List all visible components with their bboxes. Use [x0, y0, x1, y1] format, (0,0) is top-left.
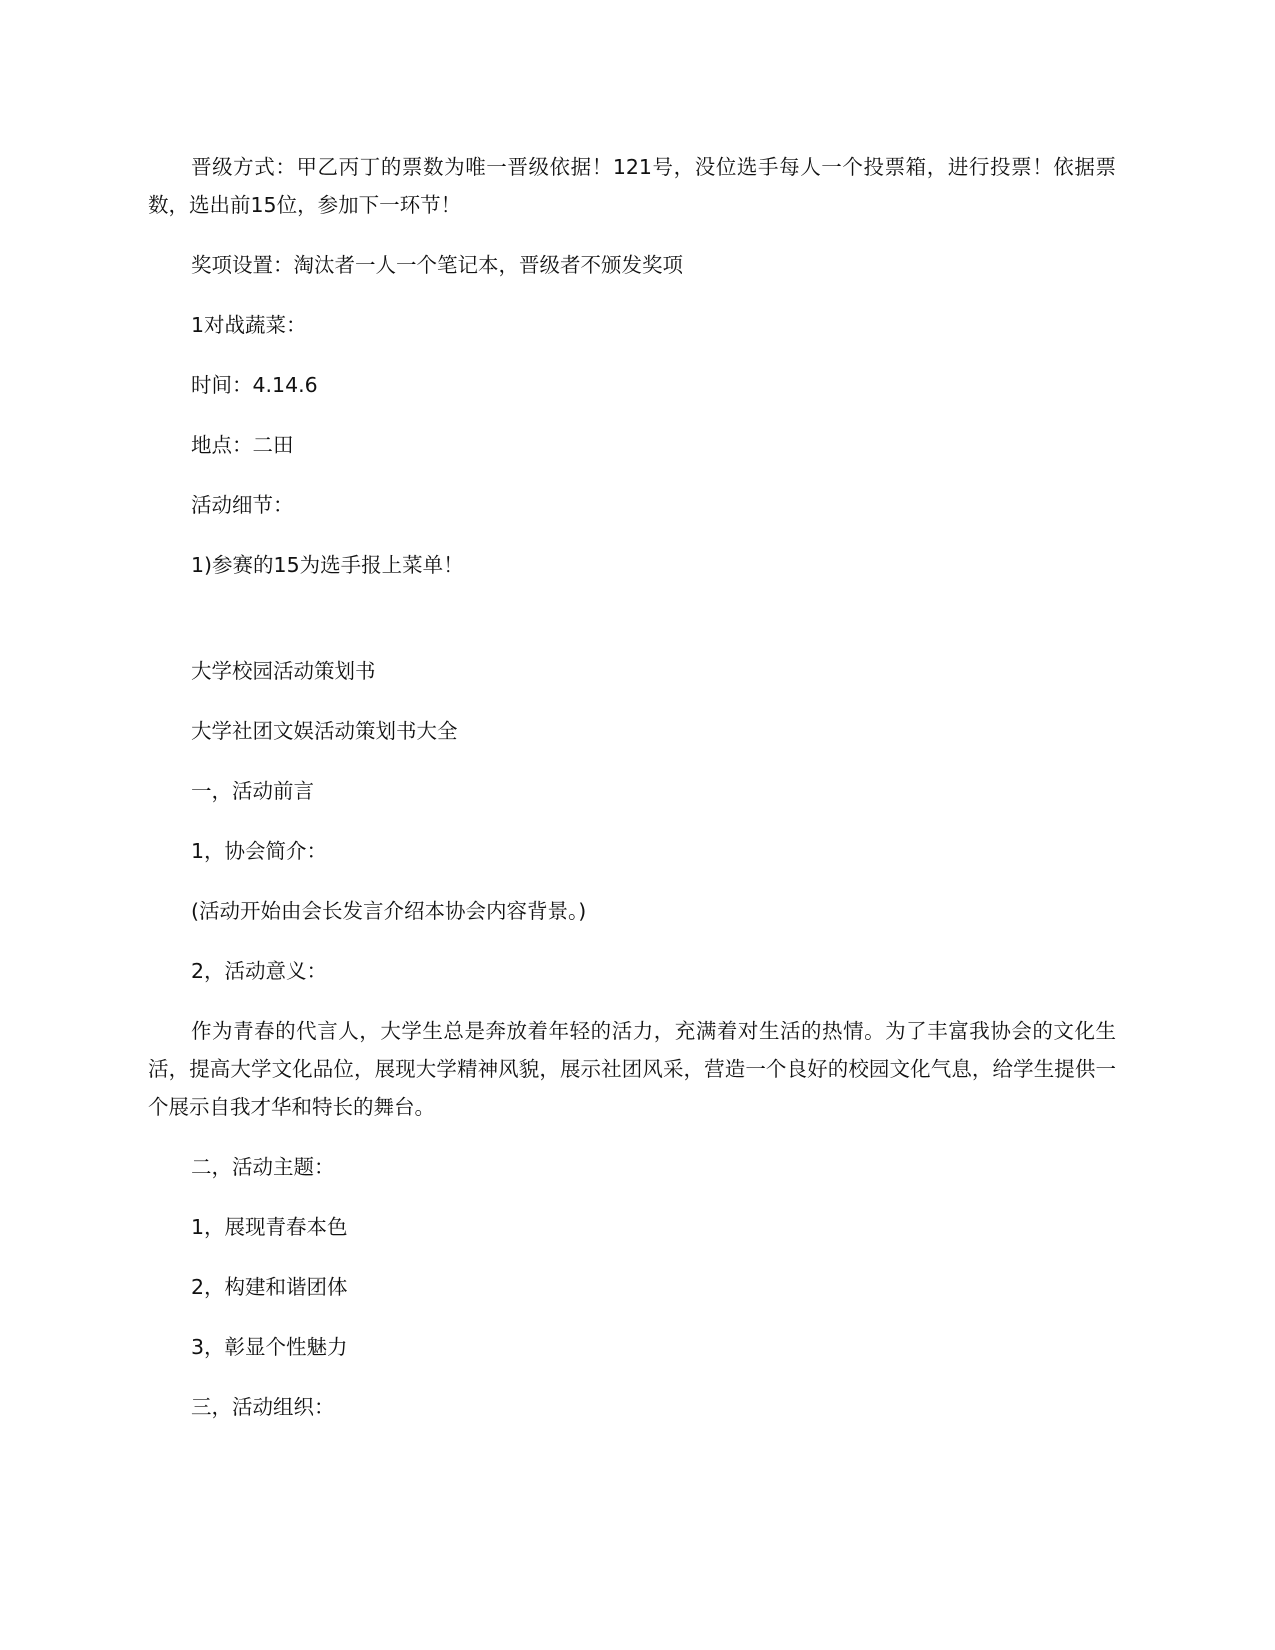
heading-theme: 二，活动主题：: [191, 1155, 335, 1179]
details-label: 活动细节：: [191, 493, 294, 517]
document-body: [148, 148, 1116, 1448]
event-location: 地点：二田: [191, 433, 294, 457]
heading-organization: 三，活动组织：: [191, 1395, 335, 1419]
awards-paragraph: 奖项设置：淘汰者一人一个笔记本，晋级者不颁发奖项: [191, 253, 683, 277]
theme-item-3: 3，彰显个性魅力: [191, 1335, 348, 1359]
document-title: 大学校园活动策划书: [191, 659, 376, 683]
document-subtitle: 大学社团文娱活动策划书大全: [191, 719, 458, 743]
section-gap: [148, 606, 1116, 652]
item-significance: 2，活动意义：: [191, 959, 328, 983]
association-intro-note: (活动开始由会长发言介绍本协会内容背景。): [191, 899, 587, 923]
theme-item-1: 1，展现青春本色: [191, 1215, 348, 1239]
significance-paragraph: 作为青春的代言人，大学生总是奔放着年轻的活力，充满着对生活的热情。为了丰富我协会的文化生活，提高大学文化品位，展现大学精神风貌，展示社团风采，营造一个良好的校园文化气息，给学生提供一个展示自我才华和特长的舞台。: [148, 1019, 1116, 1119]
detail-item-1: 1)参赛的15为选手报上菜单！: [191, 553, 464, 577]
heading-preface: 一，活动前言: [191, 779, 314, 803]
theme-item-2: 2，构建和谐团体: [191, 1275, 348, 1299]
item-association-intro: 1，协会简介：: [191, 839, 328, 863]
event-time: 时间：4.14.6: [191, 373, 318, 397]
promotion-method-paragraph: 晋级方式：甲乙丙丁的票数为唯一晋级依据！121号，没位选手每人一个投票箱，进行投票！依据票数，选出前15位，参加下一环节！: [148, 155, 1116, 217]
battle-title: 1对战蔬菜：: [191, 313, 307, 337]
